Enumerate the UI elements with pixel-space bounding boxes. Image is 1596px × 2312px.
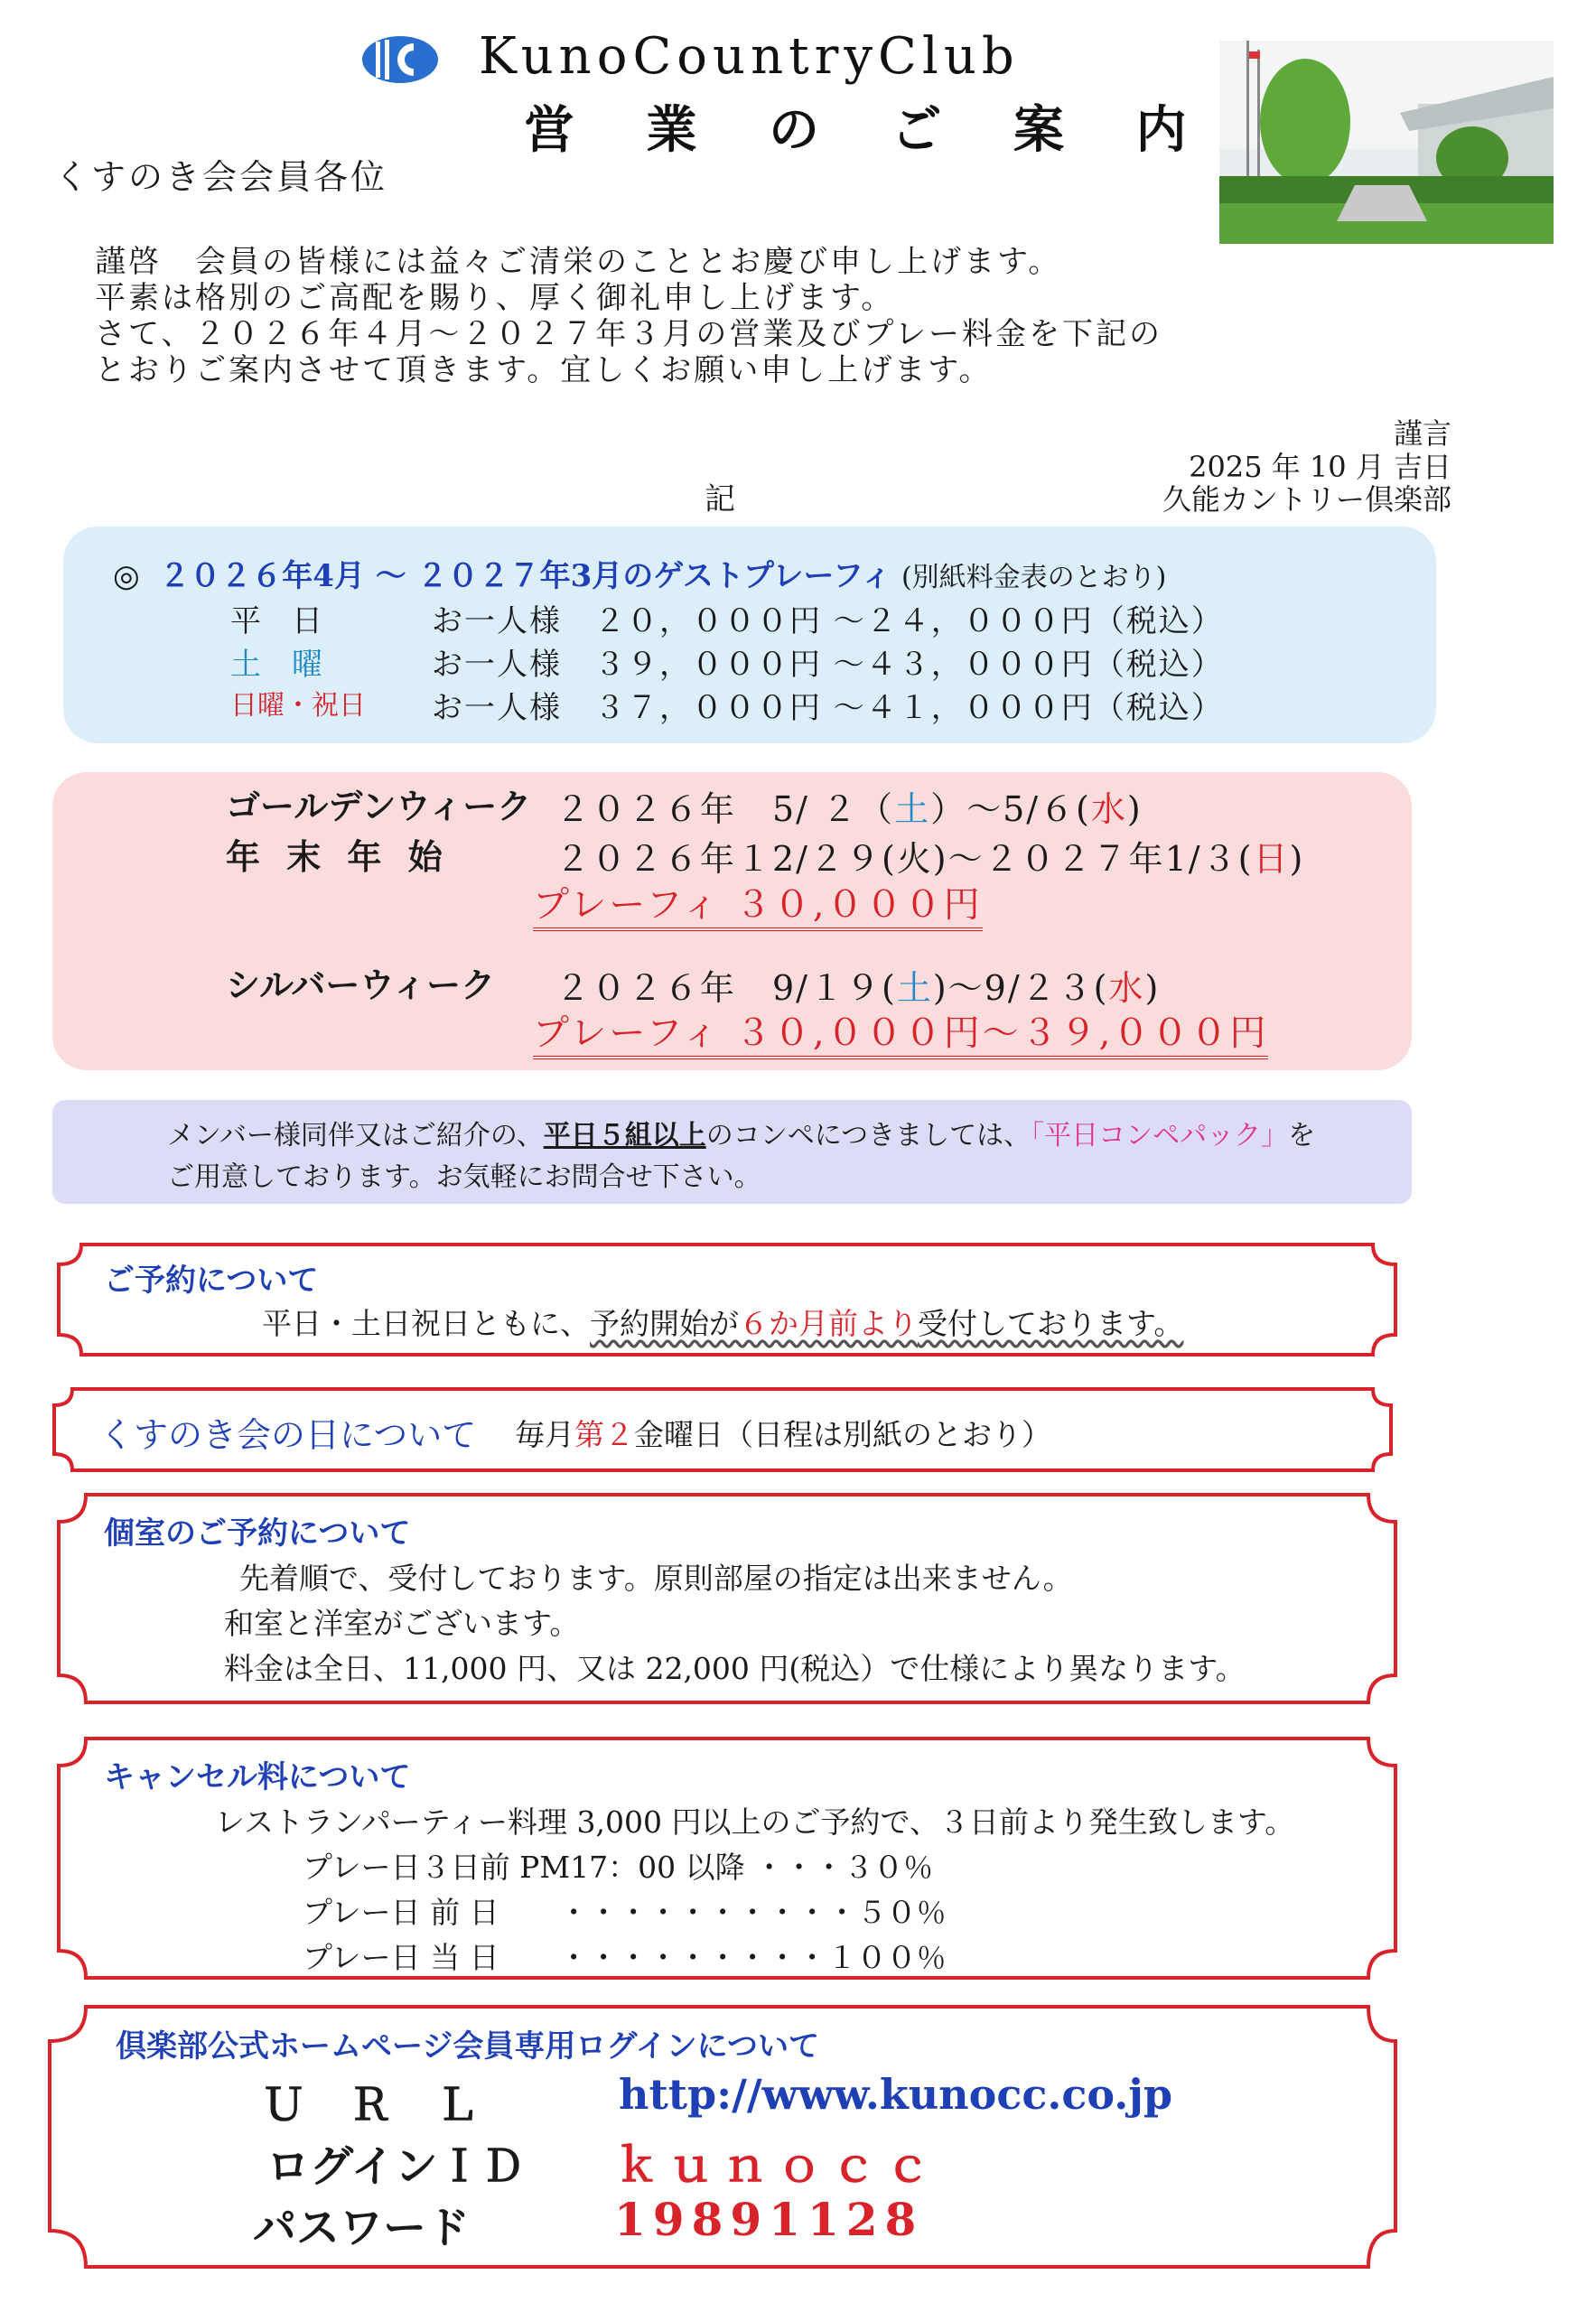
gw-wed: 水 [1090,789,1127,829]
kusunoki-pre: 毎月 [515,1417,574,1452]
guest-fee-title: ２０２６年4月 ～ ２０２７年3月のゲストプレーフィ [159,558,892,594]
cancel-row-3days: プレー日３日前 PM17：00 以降 ・・・３０％ [303,1850,934,1885]
page-title: 営 業 の ご 案 内 [524,100,1214,160]
private-room-line-3: 料金は全日、11,000 円、又は 22,000 円(税込）で仕様により異なります。 [224,1651,1246,1686]
private-room-line-1: 先着順で、受付しております。原則部屋の指定は出来ません。 [239,1561,1073,1596]
kusunoki-day-text [515,1412,1051,1454]
ny-sun: 日 [1253,839,1290,879]
bullet-mark: ◎ [113,558,140,594]
url-label: Ｕ Ｒ Ｌ [262,2080,480,2130]
ki-mark: 記 [705,481,735,517]
cancel-row-prev-day: プレー日 前 日 ・・・・・・・・・・５０％ [303,1895,947,1930]
cancel-heading: キャンセル料について [104,1759,411,1795]
reservation-underlined [590,1306,1183,1341]
member-note-b: 平日５組以上 [543,1120,706,1151]
ny-end: ) [1289,839,1305,879]
reservation-pre: 平日・土日祝日ともに、 [262,1306,590,1341]
greeting-line-4: とおりご案内させて頂きます。宜しくお願い申し上げます。 [95,352,993,388]
guest-fee-note: (別紙料金表のとおり) [901,562,1167,593]
gw-mid: ）～5/６( [930,789,1091,829]
gw-end: ) [1126,789,1143,829]
member-note-e: を [1288,1120,1316,1151]
saturday-label: 土 曜 [230,647,322,683]
addressee: くすのき会会員各位 [54,157,388,197]
sw-mid: )～9/２３( [932,968,1109,1008]
kusunoki-week: 第２ [574,1417,634,1452]
login-heading: 倶楽部公式ホームページ会員専用ログインについて [116,2028,819,2065]
silver-week-label: シルバーウィーク [226,965,496,1005]
golden-week-label: ゴールデンウィーク [226,786,532,826]
reservation-mid: 予約開始が [590,1306,739,1341]
sw-start: ２０２６年 9/１９( [555,968,897,1008]
sw-end: ) [1144,968,1161,1008]
private-room-heading: 個室のご予約について [104,1515,411,1552]
weekday-price: お一人様 ２０，０００円 ～２４，０００円（税込） [432,603,1224,639]
password-label: パスワード [253,2203,471,2253]
greeting-line-3: さて、２０２６年４月～２０２７年３月の営業及びプレー料金を下記の [95,316,1162,352]
ny-range: ２０２６年１2/２９(火)～２０２７年1/３( [555,839,1254,879]
login-id-value: ｋｕｎｏｃｃ [614,2139,939,2192]
club-name: KunoCountryClub [479,27,1020,86]
gw-start: ２０２６年 5/ ２（ [555,789,895,829]
closing-word: 謹言 [1393,416,1451,451]
homepage-url[interactable]: http://www.kunocc.co.jp [619,2070,1173,2119]
letter-date: 2025 年 10 月 吉日 [1189,450,1451,484]
cancel-intro: レストランパーティー料理 3,000 円以上のご予約で、３日前より発生致します。 [215,1804,1295,1840]
reservation-post: 受付しております。 [918,1306,1184,1341]
saturday-price: お一人様 ３９，０００円 ～４３，０００円（税込） [432,647,1224,683]
reservation-text [262,1300,1183,1343]
member-note-d: 「平日コンペパック」 [1031,1120,1289,1151]
kusunoki-day-heading: くすのき会の日について [99,1415,477,1455]
sw-sat: 土 [896,968,933,1008]
member-note-a: メンバー様同伴又はご紹介の、 [167,1120,544,1151]
kusunoki-post: 金曜日（日程は別紙のとおり） [634,1417,1051,1452]
reservation-heading: ご予約について [104,1263,319,1299]
member-note-c: のコンペにつきましては、 [705,1120,1031,1151]
login-id-label: ログインＩＤ [266,2141,525,2192]
new-year-label: 年 末 年 始 [226,836,450,877]
sender-name: 久能カントリー倶楽部 [1162,482,1451,517]
member-note-line-2: ご用意しております。お気軽にお問合せ下さい。 [167,1161,761,1193]
holiday-play-fee: プレーフィ ３０,０００円 [533,876,983,931]
sunday-holiday-price: お一人様 ３７，０００円 ～４１，０００円（税込） [432,690,1224,726]
password-value: 19891128 [614,2193,924,2246]
sunday-holiday-label: 日曜・祝日 [230,690,366,722]
greeting-line-1: 謹啓 会員の皆様には益々ご清栄のこととお慶び申し上げます。 [95,244,1062,280]
reservation-period: ６か月前より [739,1306,918,1341]
silver-week-play-fee: プレーフィ ３０,０００円～３９,０００円 [533,1004,1268,1059]
private-room-line-2: 和室と洋室がございます。 [224,1606,580,1641]
greeting-line-2: 平素は格別のご高配を賜り、厚く御礼申し上げます。 [95,280,895,316]
gw-sat: 土 [894,789,931,829]
cancel-row-same-day: プレー日 当 日 ・・・・・・・・・１００％ [303,1940,947,1975]
weekday-label: 平 日 [230,603,322,639]
sw-wed: 水 [1108,968,1145,1008]
